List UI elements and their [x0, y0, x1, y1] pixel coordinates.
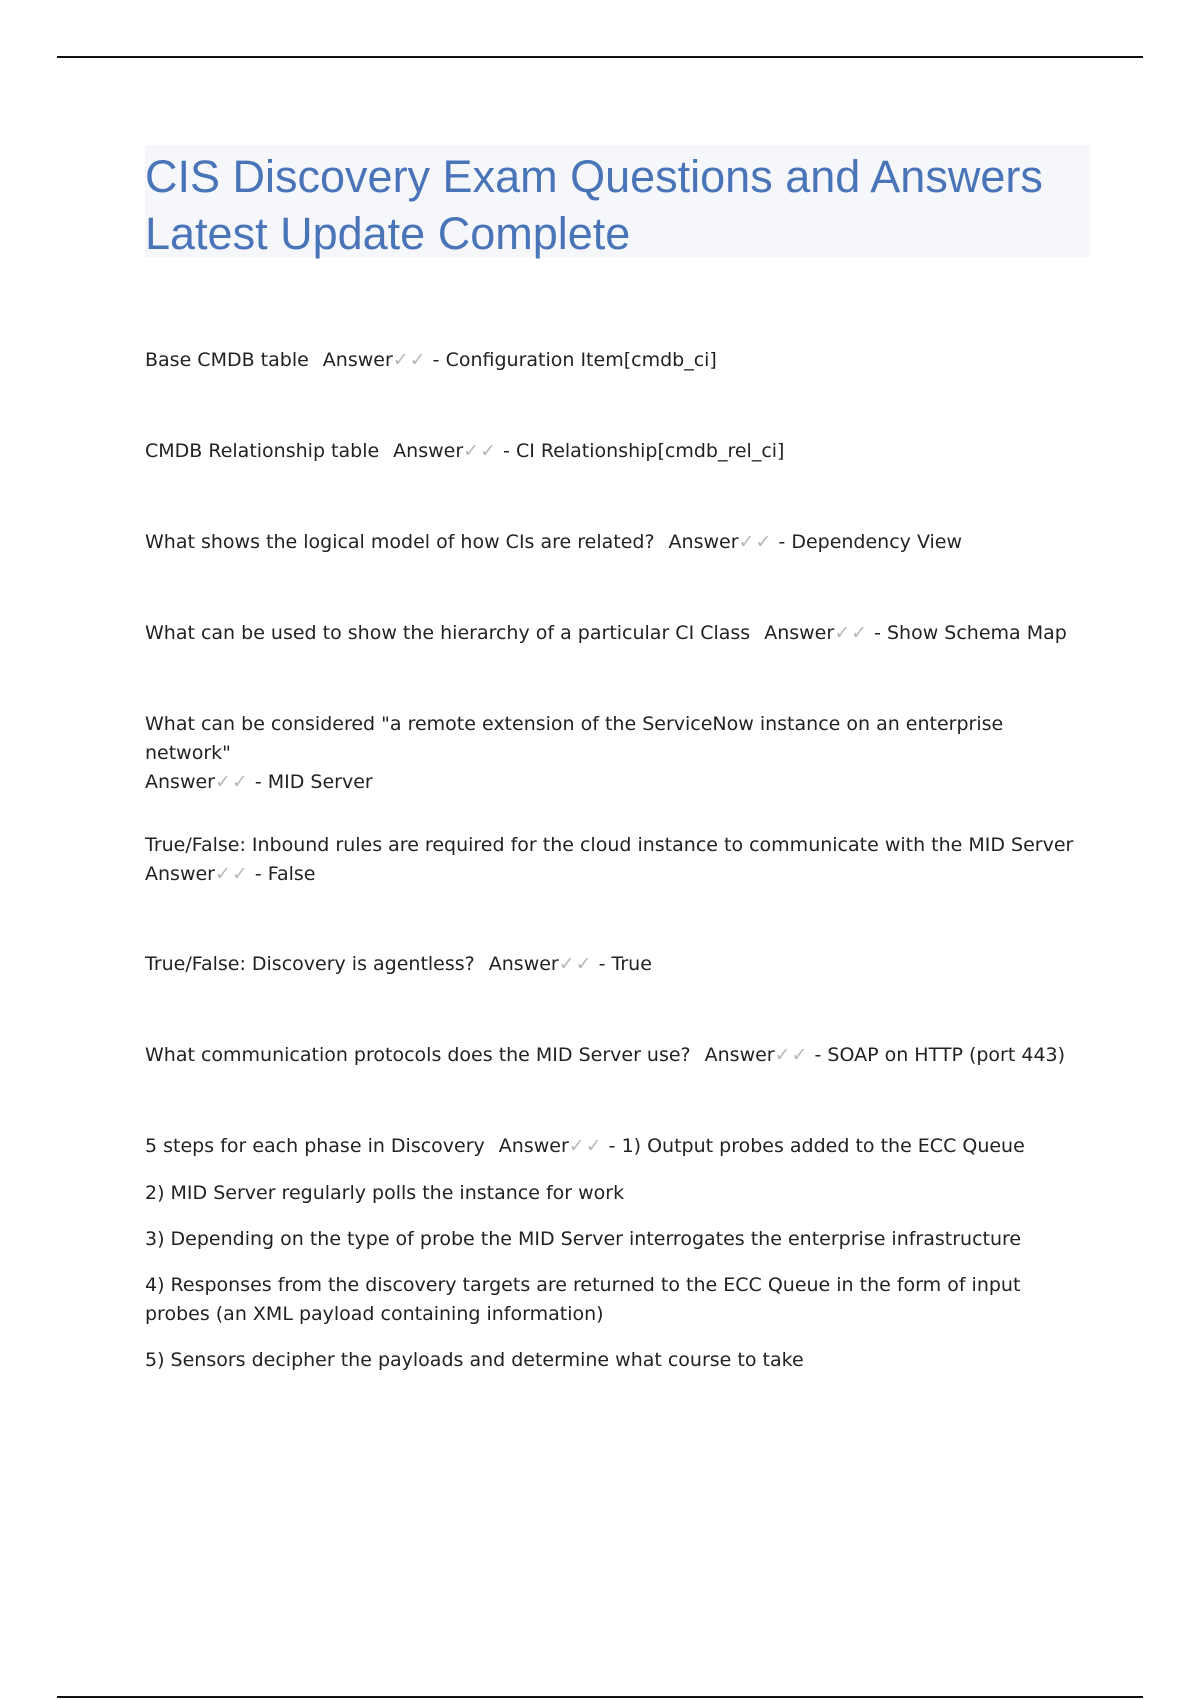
answer-text: Configuration Item[cmdb_ci]: [445, 349, 717, 371]
answer-text: True: [611, 953, 652, 975]
discovery-steps-list: [145, 1179, 1085, 1392]
answer-label: Answer: [393, 440, 464, 462]
qa-item: What can be used to show the hierarchy of a particular CI Class Answer✓✓ - Show Schema Map: [145, 622, 1067, 644]
check-icon: ✓✓: [392, 349, 427, 371]
question-text: What can be used to show the hierarchy of a particular CI Class: [145, 622, 751, 644]
list-item: 4) Responses from the discovery targets are returned to the ECC Queue in the form of input probes (an XML payload containing information): [145, 1274, 1021, 1325]
list-item: 2) MID Server regularly polls the instance for work: [145, 1182, 625, 1204]
question-text: What communication protocols does the MID Server use?: [145, 1044, 691, 1066]
check-icon: ✓✓: [214, 771, 249, 793]
check-icon: ✓✓: [214, 863, 249, 885]
answer-label: Answer: [145, 771, 215, 793]
qa-item: CMDB Relationship table Answer✓✓ - CI Relationship[cmdb_rel_ci]: [145, 440, 785, 462]
question-text: Base CMDB table: [145, 349, 309, 371]
check-icon: ✓✓: [558, 953, 593, 975]
check-icon: ✓✓: [738, 531, 773, 553]
question-text: True/False: Discovery is agentless?: [145, 953, 475, 975]
qa-item: True/False: Inbound rules are required for the cloud instance to communicate with the MID Server Answer✓✓ - False: [145, 834, 1074, 885]
qa-item: Base CMDB table Answer✓✓ - Configuration Item[cmdb_ci]: [145, 349, 717, 371]
question-text: What can be considered "a remote extension of the ServiceNow instance on an enterprise network": [145, 713, 1004, 764]
qa-item: What can be considered "a remote extension of the ServiceNow instance on an enterprise network" Answer✓✓ - MID Server: [145, 713, 1004, 793]
answer-label: Answer: [764, 622, 835, 644]
check-icon: ✓✓: [463, 440, 497, 462]
qa-item: What shows the logical model of how CIs are related? Answer✓✓ - Dependency View: [145, 531, 963, 553]
document-title: CIS Discovery Exam Questions and Answers Latest Update Complete: [145, 151, 1043, 259]
list-item: 5) Sensors decipher the payloads and determine what course to take: [145, 1349, 804, 1371]
answer-text: False: [267, 863, 316, 885]
question-text: True/False: Inbound rules are required for the cloud instance to communicate with the MID Server: [145, 834, 1074, 856]
qa-item: What communication protocols does the MID Server use? Answer✓✓ - SOAP on HTTP (port 443): [145, 1044, 1066, 1066]
answer-text: SOAP on HTTP (port 443): [827, 1044, 1066, 1066]
answer-text: 1) Output probes added to the ECC Queue: [621, 1135, 1025, 1157]
answer-label: Answer: [145, 863, 215, 885]
qa-item: True/False: Discovery is agentless? Answer✓✓ - True: [145, 953, 652, 975]
answer-label: Answer: [322, 349, 393, 371]
answer-text: Dependency View: [791, 531, 963, 553]
list-item: 3) Depending on the type of probe the MID Server interrogates the enterprise infrastructure: [145, 1228, 1022, 1250]
answer-text: CI Relationship[cmdb_rel_ci]: [515, 440, 785, 462]
check-icon: ✓✓: [568, 1135, 603, 1157]
answer-label: Answer: [488, 953, 559, 975]
answer-text: MID Server: [267, 771, 373, 793]
check-icon: ✓✓: [774, 1044, 809, 1066]
question-text: 5 steps for each phase in Discovery: [145, 1135, 485, 1157]
question-text: What shows the logical model of how CIs are related?: [145, 531, 655, 553]
qa-item: 5 steps for each phase in Discovery Answer✓✓ - 1) Output probes added to the ECC Queue: [145, 1135, 1025, 1157]
answer-label: Answer: [498, 1135, 569, 1157]
answer-label: Answer: [704, 1044, 775, 1066]
answer-label: Answer: [668, 531, 739, 553]
header-rule: [57, 56, 1143, 58]
answer-text: Show Schema Map: [886, 622, 1067, 644]
check-icon: ✓✓: [834, 622, 869, 644]
footer-rule: [57, 1696, 1143, 1698]
question-text: CMDB Relationship table: [145, 440, 380, 462]
